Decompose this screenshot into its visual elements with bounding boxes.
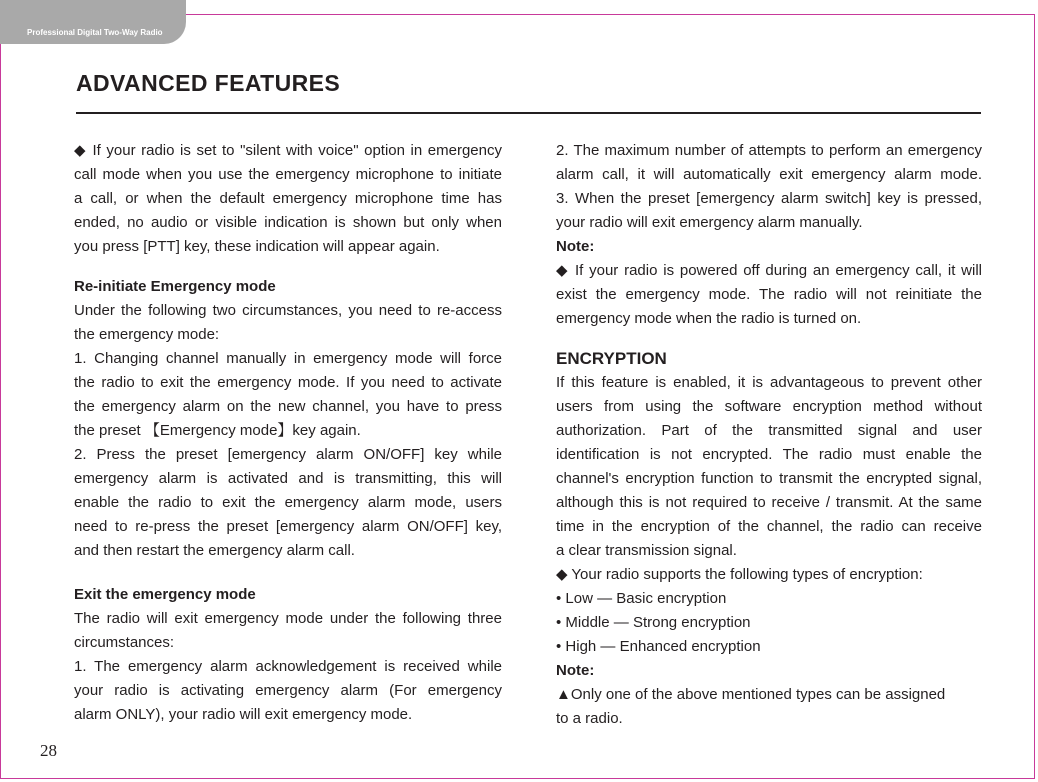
note-label: Note: [556, 238, 595, 255]
encryption-line: channel's encryption function to transmit the encrypted signal, [556, 470, 982, 487]
intro-line: ◆ If your radio is set to "silent with voice" option in emergency [74, 142, 502, 159]
encryption-heading: ENCRYPTION [556, 349, 667, 368]
exit-line: alarm ONLY), your radio will exit emergency mode. [74, 706, 413, 723]
right-line: 2. The maximum number of attempts to perform an emergency [556, 142, 982, 159]
right-line: your radio will exit emergency alarm manually. [556, 214, 863, 231]
reinitiate-line: need to re-press the preset [emergency alarm ON/OFF] key, [74, 518, 502, 535]
note-line: emergency mode when the radio is turned on. [556, 310, 862, 327]
encryption-line: If this feature is enabled, it is advantageous to prevent other [556, 374, 982, 391]
encryption-line: a clear transmission signal. [556, 542, 737, 559]
spacer [556, 331, 982, 347]
reinitiate-line: emergency alarm is activated and is transmitting, this will [74, 470, 502, 487]
reinitiate-line: the radio to exit the emergency mode. If you need to activate [74, 374, 502, 391]
reinitiate-heading: Re-initiate Emergency mode [74, 278, 276, 295]
intro-line: call mode when you use the emergency microphone to initiate [74, 166, 502, 183]
encryption-line: although this is not required to receive / transmit. At the same [556, 494, 982, 511]
exit-line: The radio will exit emergency mode under the following three [74, 610, 502, 627]
reinitiate-line: 1. Changing channel manually in emergency mode will force [74, 350, 502, 367]
encryption-type-item: • Middle — Strong encryption [556, 614, 751, 631]
note-label: Note: [556, 662, 595, 679]
exit-heading: Exit the emergency mode [74, 586, 256, 603]
encryption-line: identification is not encrypted. The radio must enable the [556, 446, 982, 463]
reinitiate-line: the preset 【Emergency mode】key again. [74, 422, 361, 439]
right-line: alarm call, it will automatically exit emergency alarm mode. [556, 166, 982, 183]
encryption-line: time in the encryption of the channel, the radio can receive [556, 518, 982, 535]
encryption-line: users from using the software encryption method without [556, 398, 982, 415]
reinitiate-line: Under the following two circumstances, you need to re-access [74, 302, 502, 319]
note-line: ▲Only one of the above mentioned types can be assigned [556, 686, 946, 703]
intro-line: ended, no audio or visible indication is shown but only when [74, 214, 502, 231]
right-line: 3. When the preset [emergency alarm switch] key is pressed, [556, 190, 982, 207]
reinitiate-line: the emergency alarm on the new channel, you have to press [74, 398, 502, 415]
reinitiate-line: and then restart the emergency alarm call. [74, 542, 355, 559]
exit-line: 1. The emergency alarm acknowledgement is received while [74, 658, 502, 675]
encryption-type-item: • Low — Basic encryption [556, 590, 727, 607]
header-tab [0, 0, 186, 44]
title-rule [76, 112, 981, 114]
exit-line: circumstances: [74, 634, 175, 651]
reinitiate-line: the emergency mode: [74, 326, 220, 343]
page-number: 28 [40, 741, 57, 760]
page-title: ADVANCED FEATURES [76, 70, 341, 96]
note-line: ◆ If your radio is powered off during an emergency call, it will [556, 262, 982, 279]
spacer [74, 563, 502, 583]
reinitiate-line: enable the radio to exit the emergency alarm mode, users [74, 494, 502, 511]
intro-line: you press [PTT] key, these indication will appear again. [74, 238, 440, 255]
encryption-type-item: • High — Enhanced encryption [556, 638, 761, 655]
note-line: to a radio. [556, 710, 623, 727]
encryption-types-intro: ◆ Your radio supports the following types of encryption: [556, 566, 923, 583]
reinitiate-line: 2. Press the preset [emergency alarm ON/OFF] key while [74, 446, 502, 463]
spacer [74, 259, 502, 275]
right-column [556, 139, 982, 731]
encryption-line: authorization. Part of the transmitted signal and user [556, 422, 982, 439]
intro-line: a call, or when the default emergency microphone time has [74, 190, 502, 207]
exit-line: your radio is activating emergency alarm (For emergency [74, 682, 502, 699]
note-line: exist the emergency mode. The radio will not reinitiate the [556, 286, 982, 303]
header-tab-label: Professional Digital Two-Way Radio [27, 28, 163, 37]
left-column [74, 139, 502, 727]
